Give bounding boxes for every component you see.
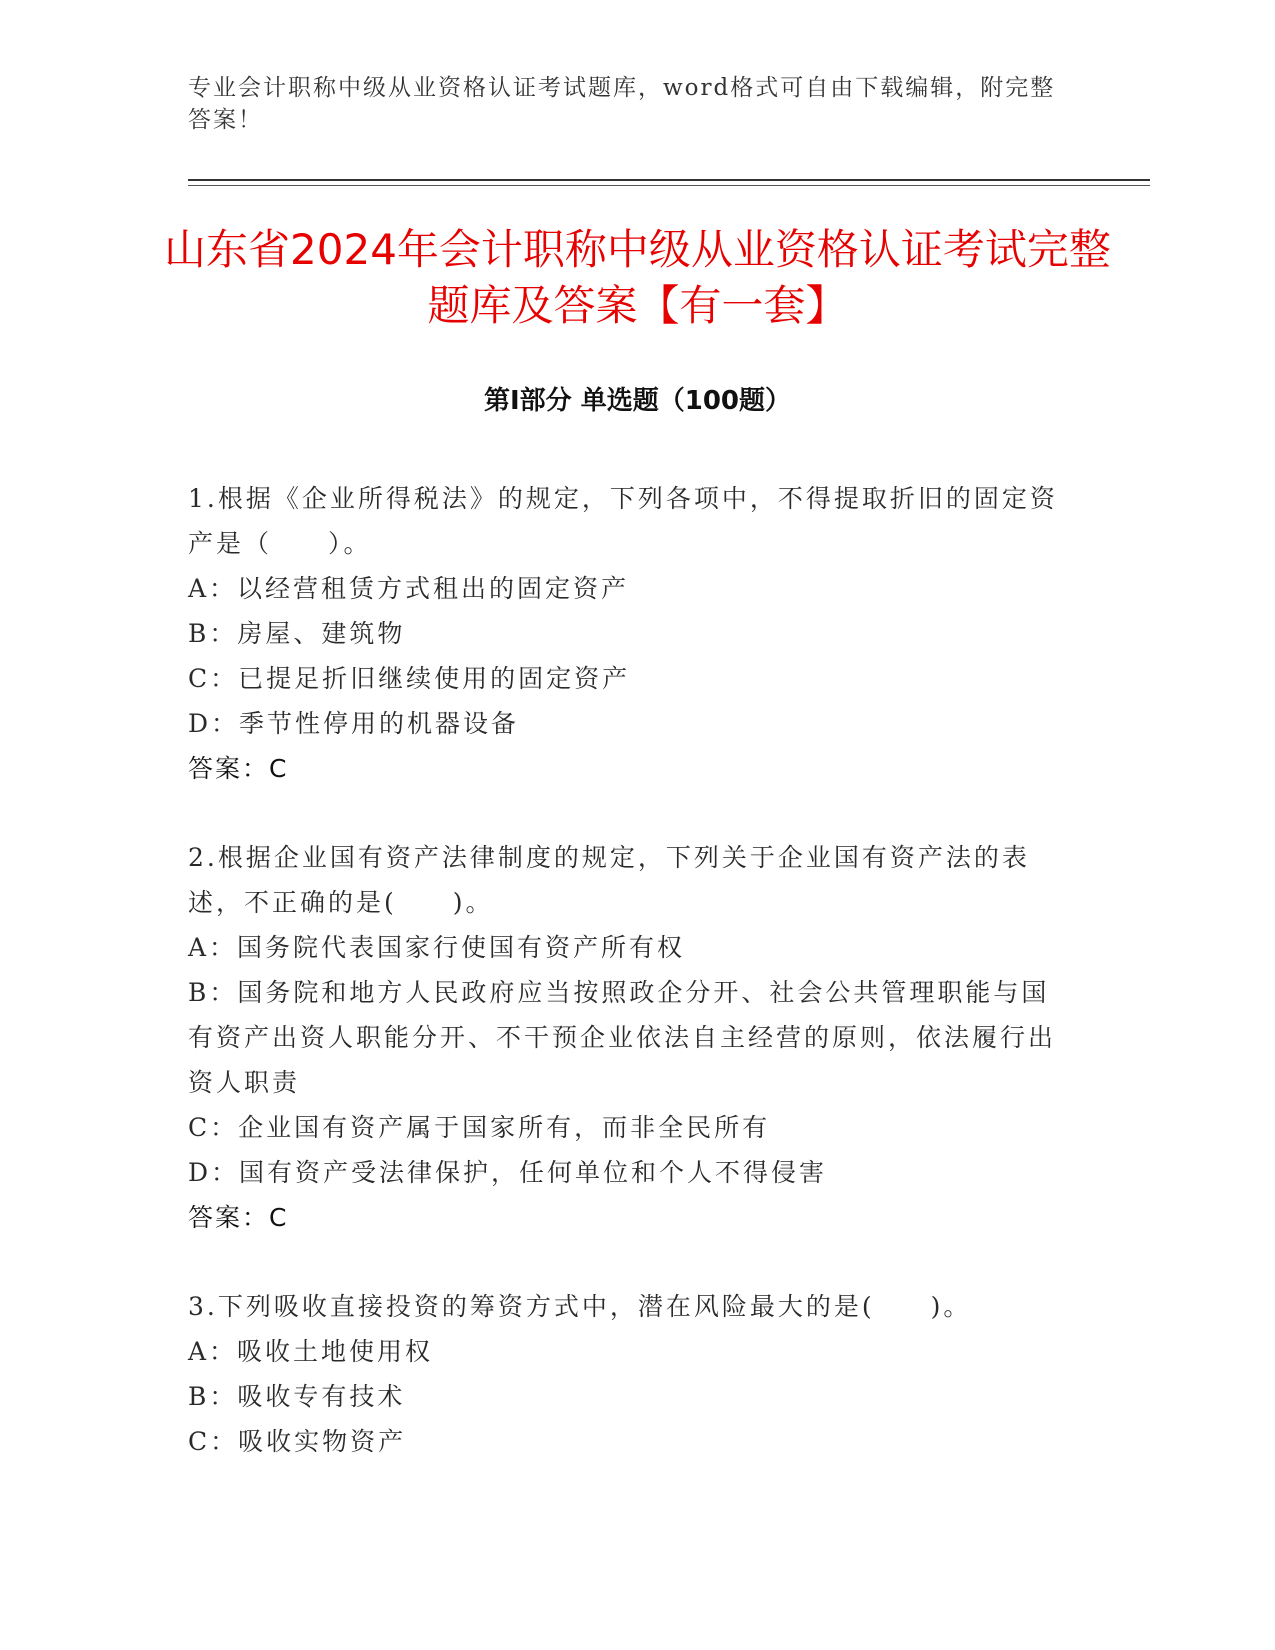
answer: 答案：C	[188, 754, 289, 783]
document-title: 山东省2024年会计职称中级从业资格认证考试完整题库及答案【有一套】	[164, 225, 1111, 330]
header-rule-thick	[188, 179, 1150, 181]
option-c: C：已提足折旧继续使用的固定资产	[188, 664, 631, 693]
option-b: B：吸收专有技术	[188, 1382, 406, 1411]
header-rule-thin	[188, 185, 1150, 186]
question-2	[188, 835, 1068, 1240]
answer: 答案：C	[188, 1203, 289, 1232]
question-3	[188, 1284, 1068, 1464]
option-b: B：房屋、建筑物	[188, 619, 406, 648]
question-stem: 3.下列吸收直接投资的筹资方式中，潜在风险最大的是( )。	[188, 1292, 972, 1321]
header-note: 专业会计职称中级从业资格认证考试题库，word格式可自由下载编辑，附完整答案！	[188, 75, 1056, 133]
option-a: A：以经营租赁方式租出的固定资产	[188, 574, 630, 603]
option-a: A：国务院代表国家行使国有资产所有权	[188, 933, 686, 962]
option-d: D：季节性停用的机器设备	[188, 709, 520, 738]
question-1	[188, 476, 1068, 791]
question-list	[188, 476, 1068, 1508]
option-b: B：国务院和地方人民政府应当按照政企分开、社会公共管理职能与国有资产出资人职能分开、不干预企业依法自主经营的原则，依法履行出资人职责	[188, 978, 1057, 1097]
option-a: A：吸收土地使用权	[188, 1337, 434, 1366]
section-heading: 第Ⅰ部分 单选题（100题）	[484, 386, 791, 416]
question-stem: 2.根据企业国有资产法律制度的规定，下列关于企业国有资产法的表述，不正确的是( )。	[188, 843, 1030, 917]
question-stem: 1.根据《企业所得税法》的规定，下列各项中，不得提取折旧的固定资产是（ ）。	[188, 484, 1058, 558]
option-c: C：吸收实物资产	[188, 1427, 407, 1456]
option-d: D：国有资产受法律保护，任何单位和个人不得侵害	[188, 1158, 828, 1187]
option-c: C：企业国有资产属于国家所有，而非全民所有	[188, 1113, 771, 1142]
